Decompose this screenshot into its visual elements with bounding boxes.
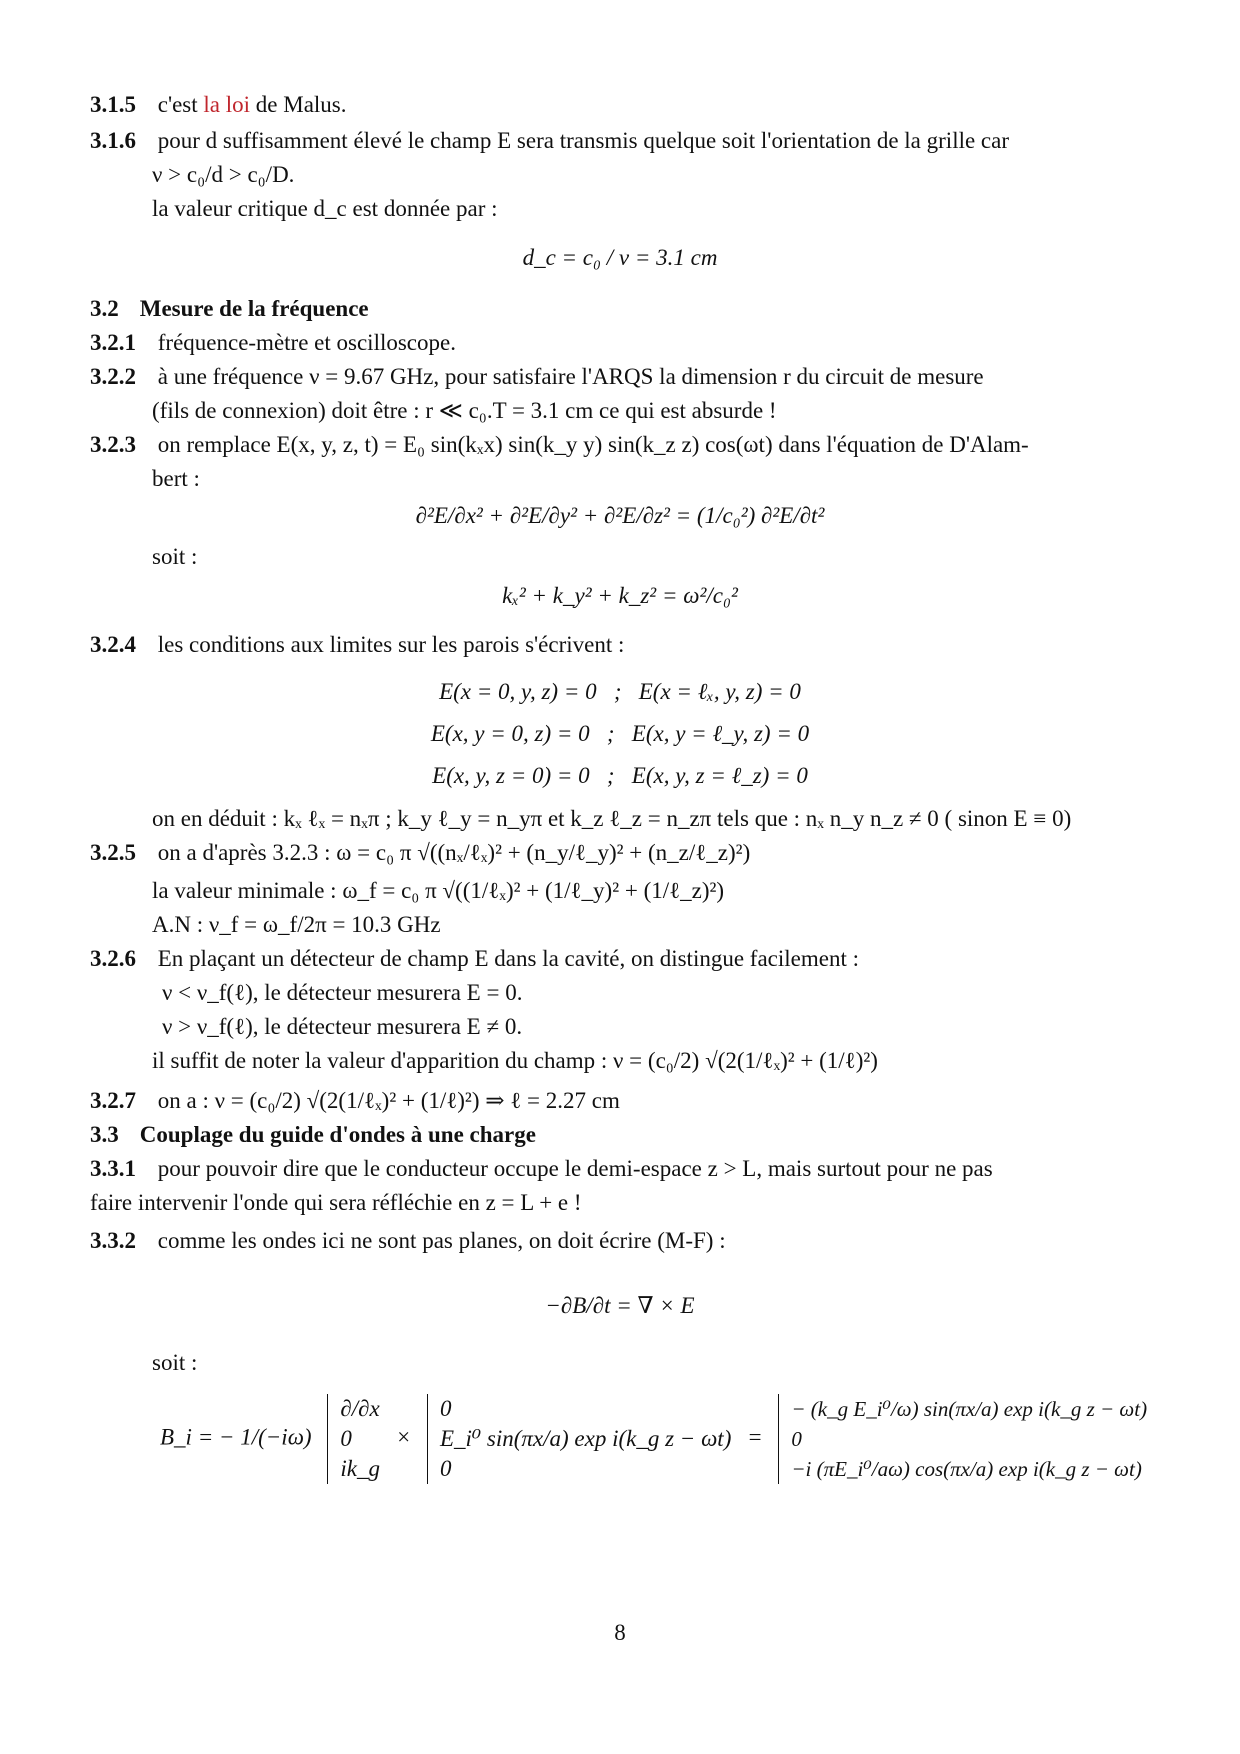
section-number: 3.2.3 — [90, 432, 136, 457]
text: de Malus. — [255, 92, 347, 117]
section-heading-3-2 — [90, 292, 1150, 326]
boundary-condition-z: E(x, y, z = 0) = 0 ; E(x, y, z = ℓ_z) = 0 — [432, 763, 808, 788]
page-number: 8 — [614, 1620, 626, 1645]
vector-cell: −i (πE_i⁰/aω) cos(πx/a) exp i(k_g z − ωt) — [791, 1457, 1142, 1481]
paragraph-3-1-6-line3: la valeur critique d_c est donnée par : — [152, 196, 498, 221]
nabla-vector — [327, 1394, 380, 1484]
vector-cell: 0 — [439, 1396, 452, 1421]
vector-cell: 0 — [439, 1456, 452, 1481]
text: En plaçant un détecteur de champ E dans la cavité, on distingue facilement : — [157, 946, 859, 971]
paragraph-3-2-6 — [90, 942, 1150, 976]
paragraph-3-2-5 — [90, 836, 1150, 870]
vector-cell: E_i⁰ sin(πx/a) exp i(k_g z − ωt) — [439, 1426, 732, 1451]
paragraph-3-2-2 — [90, 360, 1150, 394]
paragraph-3-3-1-line2: faire intervenir l'onde qui sera réfléchie en z = L + e ! — [90, 1190, 582, 1215]
section-title: Couplage du guide d'ondes à une charge — [139, 1122, 536, 1147]
e-field-vector — [427, 1394, 731, 1484]
section-number: 3.3.1 — [90, 1156, 136, 1181]
equals-symbol: = — [747, 1424, 763, 1450]
soit-label: soit : — [152, 544, 198, 569]
paragraph-3-2-5-minimum: la valeur minimale : ω_f = c₀ π √((1/ℓₓ)² + (1/ℓ_y)² + (1/ℓ_z)²) — [152, 878, 725, 903]
equation-magnetic-field — [90, 1394, 1150, 1484]
paragraph-3-2-6-case-above: ν > ν_f(ℓ), le détecteur mesurera E ≠ 0. — [162, 1014, 523, 1039]
section-number: 3.2.5 — [90, 840, 136, 865]
paragraph-3-1-6-line2: ν > c₀/d > c₀/D. — [152, 162, 295, 187]
text: à une fréquence ν = 9.67 GHz, pour satisfaire l'ARQS la dimension r du circuit de mesure — [157, 364, 984, 389]
section-number: 3.1.5 — [90, 92, 136, 117]
vector-cell: 0 — [791, 1427, 802, 1451]
section-number: 3.2.7 — [90, 1088, 136, 1113]
paragraph-3-2-3 — [90, 428, 1150, 462]
text: fréquence-mètre et oscilloscope. — [157, 330, 456, 355]
cross-symbol: × — [395, 1424, 412, 1450]
boundary-condition-y: E(x, y = 0, z) = 0 ; E(x, y = ℓ_y, z) = 0 — [430, 721, 810, 746]
section-number: 3.3 — [90, 1122, 119, 1147]
paragraph-3-1-5 — [90, 88, 1150, 122]
paragraph-3-2-6-conclusion: il suffit de noter la valeur d'apparition du champ : ν = (c₀/2) √(2(1/ℓₓ)² + (1/ℓ)²) — [152, 1048, 878, 1073]
soit-label: soit : — [152, 1350, 198, 1375]
page-content — [90, 88, 1150, 1484]
text: pour pouvoir dire que le conducteur occupe le demi-espace z > L, mais surtout pour ne pas — [157, 1156, 993, 1181]
equation-dalembert: ∂²E/∂x² + ∂²E/∂y² + ∂²E/∂z² = (1/c₀²) ∂²E/∂t² — [415, 503, 825, 528]
loi-link[interactable]: la loi — [203, 92, 251, 117]
paragraph-3-2-3-line2: bert : — [152, 466, 200, 491]
section-number: 3.2.4 — [90, 632, 136, 657]
vector-cell: − (k_g E_i⁰/ω) sin(πx/a) exp i(k_g z − ωt) — [791, 1397, 1148, 1421]
text: les conditions aux limites sur les parois s'écrivent : — [157, 632, 625, 657]
paragraph-3-2-2-line2: (fils de connexion) doit être : r ≪ c₀.T = 3.1 cm ce qui est absurde ! — [152, 398, 777, 423]
paragraph-3-3-2 — [90, 1224, 1150, 1258]
vector-cell: ∂/∂x — [340, 1396, 380, 1421]
section-number: 3.1.6 — [90, 128, 136, 153]
equation-maxwell-faraday: −∂B/∂t = ∇ × E — [545, 1293, 695, 1318]
text: comme les ondes ici ne sont pas planes, on doit écrire (M-F) : — [157, 1228, 726, 1253]
section-number: 3.2.2 — [90, 364, 136, 389]
section-number: 3.2 — [90, 296, 119, 321]
paragraph-3-2-6-case-below: ν < ν_f(ℓ), le détecteur mesurera E = 0. — [162, 980, 523, 1005]
result-vector — [778, 1394, 1147, 1484]
paragraph-3-1-6 — [90, 124, 1150, 158]
section-number: 3.2.1 — [90, 330, 136, 355]
text: on a : ν = (c₀/2) √(2(1/ℓₓ)² + (1/ℓ)²) ⇒ ℓ = 2.27 cm — [157, 1088, 620, 1113]
paragraph-3-2-1 — [90, 326, 1150, 360]
paragraph-3-2-7 — [90, 1084, 1150, 1118]
equation-critical-distance: d_c = c₀ / ν = 3.1 cm — [522, 245, 718, 270]
equation-dispersion: kₓ² + k_y² + k_z² = ω²/c₀² — [502, 583, 738, 608]
paragraph-3-3-1 — [90, 1152, 1150, 1186]
paragraph-3-2-4-deduction: on en déduit : kₓ ℓₓ = nₓπ ; k_y ℓ_y = n_yπ et k_z ℓ_z = n_zπ tels que : nₓ n_y n_z ≠ 0 ( sinon E ≡ 0) — [152, 806, 1072, 831]
vector-cell: 0 — [340, 1426, 352, 1451]
paragraph-3-2-5-numeric: A.N : ν_f = ω_f/2π = 10.3 GHz — [152, 912, 441, 937]
vector-cell: ik_g — [340, 1456, 380, 1481]
boundary-condition-x: E(x = 0, y, z) = 0 ; E(x = ℓₓ, y, z) = 0 — [439, 679, 801, 704]
section-number: 3.2.6 — [90, 946, 136, 971]
text: on remplace E(x, y, z, t) = E₀ sin(kₓx) sin(k_y y) sin(k_z z) cos(ωt) dans l'équation de D'Alam- — [157, 432, 1029, 457]
text: on a d'après 3.2.3 : ω = c₀ π √((nₓ/ℓₓ)² + (n_y/ℓ_y)² + (n_z/ℓ_z)²) — [157, 840, 751, 865]
b-field-lhs: B_i = − 1/(−iω) — [160, 1424, 312, 1450]
section-number: 3.3.2 — [90, 1228, 136, 1253]
text: c'est — [157, 92, 198, 117]
section-title: Mesure de la fréquence — [139, 296, 369, 321]
text: pour d suffisamment élevé le champ E sera transmis quelque soit l'orientation de la grille car — [157, 128, 1010, 153]
paragraph-3-2-4 — [90, 628, 1150, 662]
section-heading-3-3 — [90, 1118, 1150, 1152]
